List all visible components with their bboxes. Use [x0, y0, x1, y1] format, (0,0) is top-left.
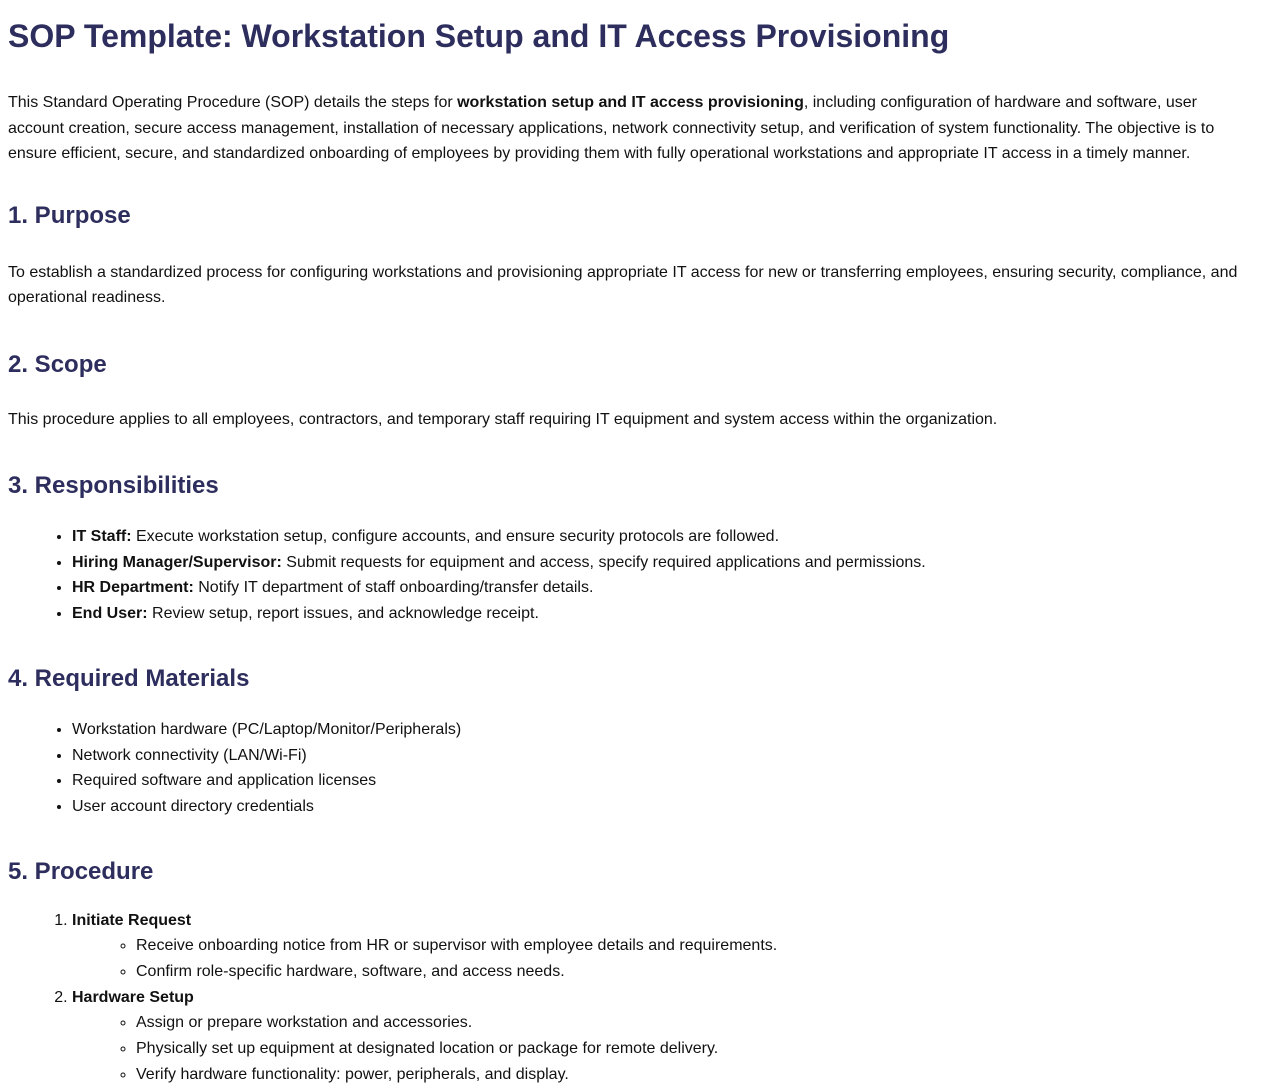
role-text: Submit requests for equipment and access, specify required applications and permissions.	[281, 553, 926, 571]
procedure-step	[72, 985, 1255, 1088]
list-item	[72, 575, 1255, 601]
list-item: • Workstation hardware (PC/Laptop/Monitor/Peripherals)	[72, 717, 1255, 743]
sub-item: ◦ Verify hardware functionality: power, peripherals, and display.	[136, 1062, 1255, 1088]
scope-heading: 2. Scope	[8, 350, 107, 378]
procedure-step	[72, 908, 1255, 985]
sub-item: ◦ Receive onboarding notice from HR or supervisor with employee details and requirements.	[136, 933, 1255, 959]
role-label: HR Department:	[72, 579, 194, 597]
sub-item: ◦ Physically set up equipment at designated location or package for remote delivery.	[136, 1036, 1255, 1062]
materials-heading: 4. Required Materials	[8, 664, 250, 692]
responsibilities-heading: 3. Responsibilities	[8, 472, 219, 499]
role-label: End User:	[72, 605, 148, 623]
purpose-text: To establish a standardized process for configuring workstations and provisioning appropriate IT access for new or transferring employees, ensuring security, compliance, and operational readiness.	[8, 263, 1238, 306]
scope-text: This procedure applies to all employees, contractors, and temporary staff requiring IT equipment and system access within the organization.	[8, 410, 998, 428]
step-sublist	[72, 1010, 1255, 1087]
list-item	[72, 524, 1255, 550]
role-label: Hiring Manager/Supervisor:	[72, 553, 282, 571]
procedure-heading: 5. Procedure	[8, 857, 154, 885]
sub-item: ◦ Assign or prepare workstation and accessories.	[136, 1010, 1255, 1036]
responsibilities-list	[8, 524, 1255, 627]
role-text: Notify IT department of staff onboarding/transfer details.	[193, 579, 594, 597]
materials-list	[8, 717, 1255, 820]
intro-bold: workstation setup and IT access provisioning	[457, 94, 804, 111]
role-label: IT Staff:	[72, 528, 132, 545]
role-text: Execute workstation setup, configure accounts, and ensure security protocols are followed.	[131, 528, 780, 545]
list-item: • Required software and application licenses	[72, 768, 1255, 794]
list-item	[72, 601, 1255, 627]
step-title: Initiate Request	[72, 911, 192, 929]
list-item: • Network connectivity (LAN/Wi-Fi)	[72, 743, 1255, 769]
intro-suffix: , including configuration of hardware and software, user account creation, secure access management, installation of necessary applications, network connectivity setup, and verification of system functionality. The objective is to ensure efficient, secure, and standardized onboarding of employees by providing them with fully operational workstations and appropriate IT access in a timely manner.	[8, 94, 1215, 162]
sub-item: ◦ Confirm role-specific hardware, software, and access needs.	[136, 959, 1255, 985]
purpose-heading: 1. Purpose	[8, 201, 131, 229]
list-item	[72, 550, 1255, 576]
procedure-steps	[8, 908, 1255, 1088]
intro-prefix: This Standard Operating Procedure (SOP) details the steps for	[8, 94, 458, 111]
page-title: SOP Template: Workstation Setup and IT Access Provisioning	[8, 18, 950, 54]
role-text: Review setup, report issues, and acknowledge receipt.	[147, 605, 539, 623]
intro-paragraph	[8, 90, 1255, 167]
list-item: • User account directory credentials	[72, 794, 1255, 820]
step-title: Hardware Setup	[72, 988, 194, 1006]
step-sublist	[72, 933, 1255, 984]
